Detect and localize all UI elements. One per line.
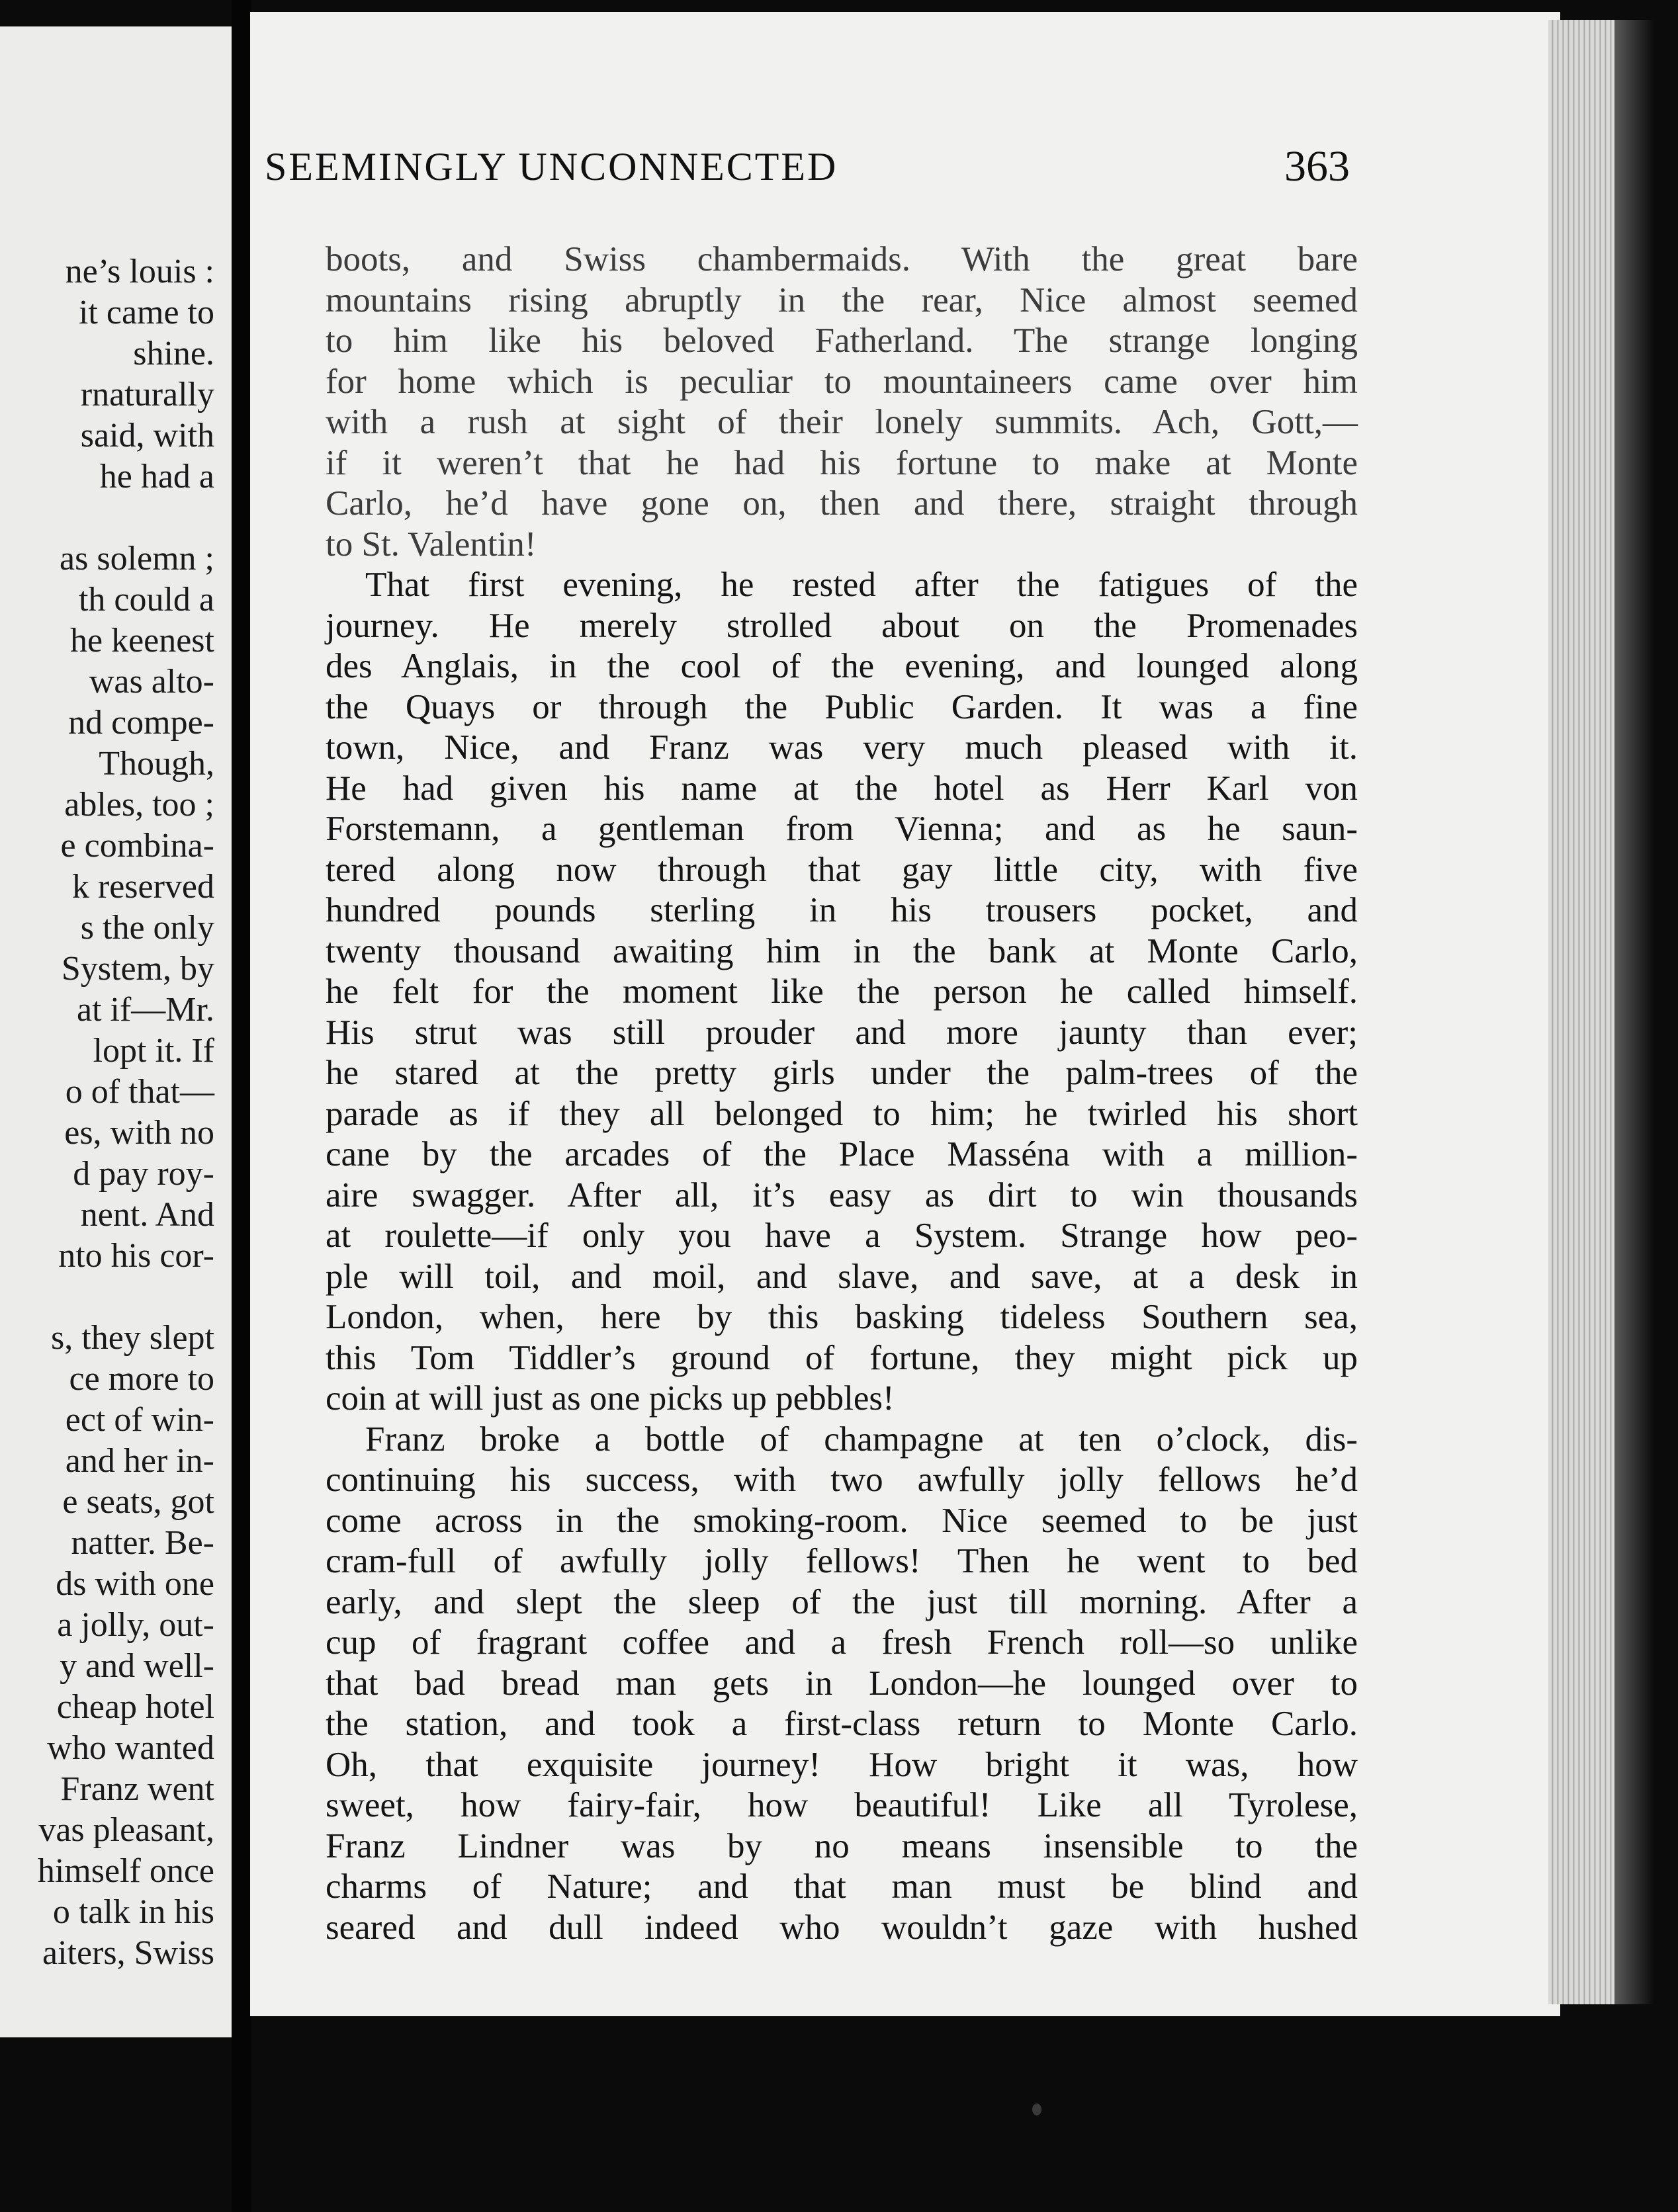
text-line: That first evening, he rested after the fatigues of the [365,566,1358,604]
text-line: aire swagger. After all, it’s easy as dirt to win thousands [326,1175,1358,1214]
facing-page-line: ne’s louis : [65,253,214,290]
body-text [326,239,1358,1948]
facing-page-line: ect of win- [65,1401,214,1439]
facing-page-line: cheap hotel [56,1688,214,1726]
text-line: continuing his success, with two awfully jolly fellows he’d [326,1461,1358,1499]
facing-page-line: at if—Mr. [77,991,214,1029]
text-line: the Quays or through the Public Garden. It was a fine [326,687,1358,726]
text-line: he felt for the moment like the person he called himself. [326,972,1358,1011]
facing-page-line: ce more to [69,1360,214,1398]
facing-page-line: who wanted [47,1729,214,1767]
facing-page-line: s the only [80,909,214,947]
text-line: seared and dull indeed who wouldn’t gaze with hushed [326,1908,1358,1947]
text-line: town, Nice, and Franz was very much pleased with it. [326,728,1358,767]
facing-page-line: he had a [99,458,214,495]
facing-page-line: vas pleasant, [38,1811,214,1849]
text-line: Forstemann, a gentleman from Vienna; and as he saun- [326,810,1358,848]
facing-page-line: nent. And [80,1196,214,1234]
facing-page-line: as solemn ; [60,540,214,577]
text-line: Franz broke a bottle of champagne at ten o’clock, dis- [365,1420,1358,1459]
facing-page-line: th could a [78,581,214,618]
text-line: come across in the smoking-room. Nice seemed to be just [326,1501,1358,1540]
text-line: to St. Valentin! [326,525,537,564]
text-line: that bad bread man gets in London—he lounged over to [326,1664,1358,1703]
facing-page-line: a jolly, out- [57,1606,214,1644]
text-line: His strut was still prouder and more jaunty than ever; [326,1013,1358,1052]
text-line: He had given his name at the hotel as Herr Karl von [326,769,1358,808]
facing-page-line: e seats, got [62,1483,214,1521]
facing-page-line: ables, too ; [64,786,214,824]
facing-page-line: y and well- [60,1647,214,1685]
text-line: London, when, here by this basking tideless Southern sea, [326,1298,1358,1336]
text-line: Carlo, he’d have gone on, then and there, straight through [326,484,1358,523]
page-edges-shadow [1614,20,1654,2004]
text-line: if it weren’t that he had his fortune to make at Monte [326,443,1358,482]
text-line: parade as if they all belonged to him; he twirled his short [326,1094,1358,1133]
facing-page-line: Though, [99,745,214,783]
facing-page-line: lopt it. If [93,1032,214,1070]
text-line: cram-full of awfully jolly fellows! Then he went to bed [326,1542,1358,1580]
facing-page-left [0,26,232,2037]
facing-page-line: and her in- [65,1442,214,1480]
facing-page-line: d pay roy- [73,1155,214,1193]
facing-page-line: e combina- [60,827,214,865]
text-line: to him like his beloved Fatherland. The strange longing [326,321,1358,360]
text-line: coin at will just as one picks up pebbles! [326,1379,895,1418]
text-line: ple will toil, and moil, and slave, and save, at a desk in [326,1257,1358,1296]
text-line: twenty thousand awaiting him in the bank at Monte Carlo, [326,931,1358,970]
facing-page-line: said, with [80,417,214,454]
text-line: this Tom Tiddler’s ground of fortune, they might pick up [326,1338,1358,1377]
text-line: at roulette—if only you have a System. Strange how peo- [326,1216,1358,1255]
facing-page-line: s, they slept [51,1319,214,1357]
facing-page-line: he keenest [69,622,214,659]
text-line: with a rush at sight of their lonely summits. Ach, Gott,— [326,403,1358,441]
text-line: boots, and Swiss chambermaids. With the great bare [326,240,1358,278]
text-line: Oh, that exquisite journey! How bright it was, how [326,1745,1358,1784]
facing-page-line: nd compe- [68,704,214,742]
book-gutter [232,0,251,2212]
facing-page-line: ds with one [56,1565,214,1603]
text-line: he stared at the pretty girls under the palm-trees of the [326,1054,1358,1092]
text-line: the station, and took a first-class return to Monte Carlo. [326,1705,1358,1743]
facing-page-line: natter. Be- [71,1524,214,1562]
text-line: tered along now through that gay little city, with five [326,850,1358,889]
facing-page-line: aiters, Swiss [42,1934,214,1972]
scan-speck [1032,2104,1041,2115]
facing-page-line: k reserved [71,868,214,906]
facing-page-gap [0,1277,214,1318]
facing-page-line: Franz went [60,1770,214,1808]
page-number: 363 [1284,142,1350,191]
facing-page-line: nto his cor- [58,1237,214,1275]
facing-page-line: System, by [61,950,214,988]
running-head-title: SEEMINGLY UNCONNECTED [265,145,838,189]
text-line: mountains rising abruptly in the rear, Nice almost seemed [326,280,1358,319]
facing-page-line: o talk in his [52,1893,214,1931]
facing-page-line: himself once [37,1852,214,1890]
facing-page-line: was alto- [89,663,214,701]
facing-page-text [0,251,214,1974]
text-line: des Anglais, in the cool of the evening, and lounged along [326,647,1358,685]
facing-page-line: es, with no [64,1114,214,1152]
facing-page-line: rnaturally [80,376,214,413]
text-line: journey. He merely strolled about on the Promenades [326,606,1358,645]
text-line: sweet, how fairy-fair, how beautiful! Like all Tyrolese, [326,1786,1358,1824]
text-line: early, and slept the sleep of the just till morning. After a [326,1582,1358,1621]
facing-page-line: o of that— [65,1073,214,1111]
facing-page-line: it came to [78,294,214,331]
running-head [265,144,1350,204]
text-line: hundred pounds sterling in his trousers pocket, and [326,891,1358,929]
facing-page-gap [0,497,214,538]
text-line: cane by the arcades of the Place Masséna with a million- [326,1135,1358,1173]
text-line: charms of Nature; and that man must be blind and [326,1867,1358,1906]
text-line: cup of fragrant coffee and a fresh French roll—so unlike [326,1623,1358,1662]
text-line: for home which is peculiar to mountaineers came over him [326,362,1358,401]
facing-page-line: shine. [133,335,214,372]
text-line: Franz Lindner was by no means insensible to the [326,1826,1358,1865]
